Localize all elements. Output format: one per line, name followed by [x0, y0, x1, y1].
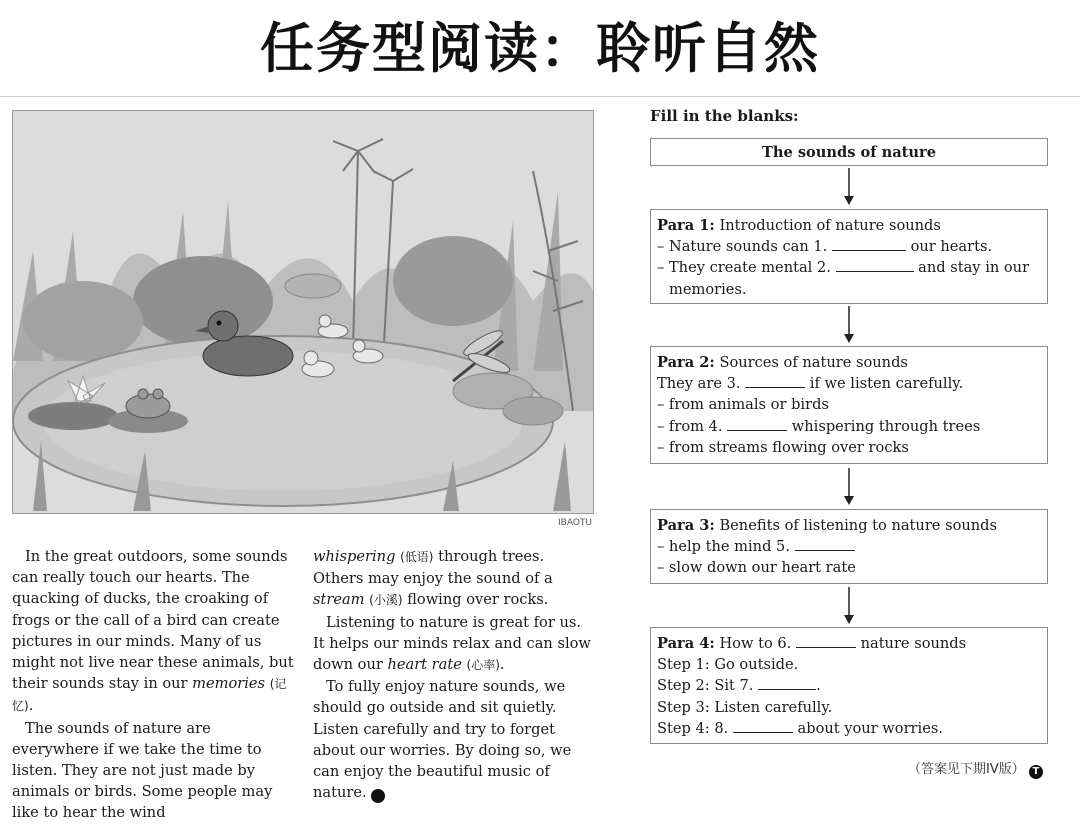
exercise-instruction: Fill in the blanks:	[650, 107, 799, 125]
para-1-line-2: – They create mental 2. and stay in our	[657, 259, 1030, 277]
down-arrow-icon	[841, 468, 857, 506]
blank-5[interactable]	[795, 537, 855, 551]
image-credit: IBAOTU	[558, 518, 592, 528]
para-3-box	[650, 509, 1048, 584]
chinese-gloss: (记忆)	[12, 677, 287, 714]
blank-2[interactable]	[836, 258, 914, 272]
article-column-1	[12, 546, 296, 824]
para-4-box	[650, 627, 1048, 744]
blank-3[interactable]	[745, 374, 805, 388]
para-1-line-1: – Nature sounds can 1. our hearts.	[657, 238, 993, 256]
chinese-gloss: (小溪)	[369, 593, 403, 608]
article-column-2	[313, 546, 597, 803]
para-4-heading: Para 4: How to 6. nature sounds	[657, 635, 967, 652]
down-arrow-icon	[841, 306, 857, 344]
para-1-box	[650, 209, 1048, 304]
article-paragraph-3: Listening to nature is great for us. It helps our minds relax and can slow down our heart rate (心率).	[313, 613, 591, 674]
down-arrow-icon	[841, 587, 857, 625]
para-2-line-1: They are 3. if we listen carefully.	[657, 375, 964, 393]
para-2-heading: Para 2: Sources of nature sounds	[657, 354, 908, 371]
blank-6[interactable]	[796, 634, 856, 648]
para-2-line-4: – from streams flowing over rocks	[657, 438, 909, 456]
keyword-whispering: whispering	[313, 548, 396, 565]
page-title: 任务型阅读：聆听自然	[260, 17, 820, 80]
para-4-step-1: Step 1: Go outside.	[657, 656, 799, 674]
para-3-line-1: – help the mind 5.	[657, 536, 1041, 557]
answer-note: （答案见下期IV版） T	[908, 758, 1043, 779]
blank-1[interactable]	[832, 237, 906, 251]
para-2-line-2: – from animals or birds	[657, 396, 829, 414]
pond-illustration	[12, 110, 594, 514]
article-paragraph-2: The sounds of nature are everywhere if we take the time to listen. They are not just made by animals or birds. Some people may like to hear the wind	[12, 719, 273, 822]
para-2-box	[650, 346, 1048, 464]
divider	[0, 96, 1080, 97]
blank-8[interactable]	[733, 719, 793, 733]
end-mark-icon: T	[371, 789, 385, 803]
article-paragraph-4: To fully enjoy nature sounds, we should go outside and sit quietly. Listen carefully and try to forget about our worries. By doing so, we can enjoy the beautiful music of nature. T	[313, 678, 572, 802]
para-4-step-4: Step 4: 8. about your worries.	[657, 719, 943, 737]
blank-4[interactable]	[727, 417, 787, 431]
para-4-step-3: Step 3: Listen carefully.	[657, 698, 833, 716]
keyword-stream: stream	[313, 591, 365, 609]
article-paragraph-2-cont: whispering (低语) through trees. Others may enjoy the sound of a stream (小溪) flowing over rocks.	[313, 548, 553, 609]
para-1-line-3: memories.	[669, 280, 747, 298]
end-mark-icon: T	[1029, 765, 1043, 779]
para-3-line-2: – slow down our heart rate	[657, 559, 856, 577]
para-3-heading: Para 3: Benefits of listening to nature sounds	[657, 517, 997, 534]
chinese-gloss: (低语)	[400, 550, 434, 564]
para-2-line-3: – from 4. whispering through trees	[657, 417, 981, 435]
para-1-heading: Para 1: Introduction of nature sounds	[657, 217, 941, 234]
flowchart-title-box: The sounds of nature	[650, 138, 1048, 166]
blank-7[interactable]	[758, 676, 816, 690]
down-arrow-icon	[841, 168, 857, 206]
chinese-gloss: (心率)	[466, 658, 500, 673]
para-4-step-2: Step 2: Sit 7. .	[657, 677, 821, 695]
keyword-heart-rate: heart rate	[387, 656, 462, 674]
article-paragraph-1: In the great outdoors, some sounds can really touch our hearts. The quacking of ducks, the croaking of frogs or the call of a bird can create pictures in our minds. Many of us might not live near these animals, but their sounds stay in our memories (记忆).	[12, 548, 294, 715]
keyword-memories: memories	[192, 675, 266, 693]
